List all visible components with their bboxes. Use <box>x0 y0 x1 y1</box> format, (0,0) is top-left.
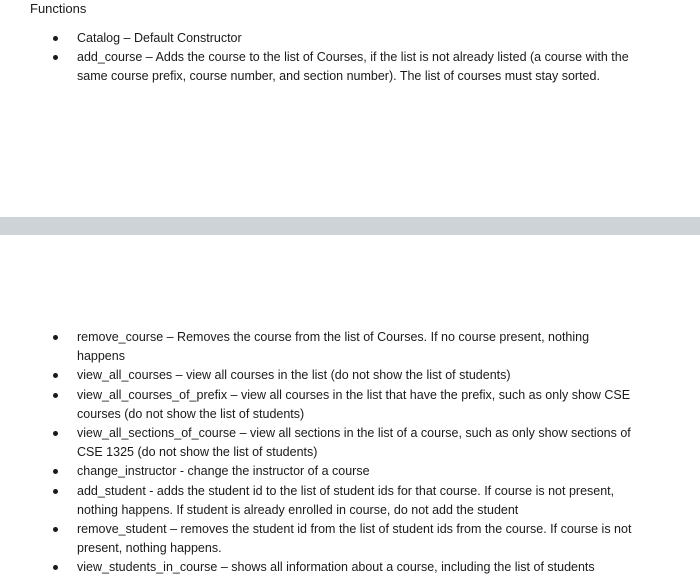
list-item <box>0 520 637 558</box>
list-item-text: add_course – Adds the course to the list of Courses, if the list is not already listed (a course with the same course prefix, course number, and section number). The list of courses must stay sorted. <box>77 50 629 84</box>
bullet-icon <box>53 335 58 340</box>
bullet-icon <box>53 55 58 60</box>
list-item <box>0 48 637 86</box>
list-item <box>0 558 637 577</box>
list-item <box>0 482 637 520</box>
list-item-text: view_students_in_course – shows all information about a course, including the list of students <box>77 560 595 575</box>
bullet-icon <box>53 431 58 436</box>
list-item <box>0 366 637 385</box>
bullet-icon <box>53 527 58 532</box>
list-item-text: view_all_courses_of_prefix – view all courses in the list that have the prefix, such as only show CSE courses (do not show the list of students) <box>77 387 631 421</box>
bullet-icon <box>53 469 58 474</box>
list-item <box>0 386 637 424</box>
functions-list-bottom <box>0 328 637 578</box>
list-item <box>0 328 637 366</box>
list-item <box>0 424 637 462</box>
bullet-icon <box>53 565 58 570</box>
list-item <box>0 462 637 481</box>
page-separator <box>0 217 700 235</box>
list-item-text: Catalog – Default Constructor <box>77 31 242 45</box>
bullet-icon <box>53 489 58 494</box>
list-item-text: view_all_sections_of_course – view all sections in the list of a course, such as only show sections of CSE 1325 (do not show the list of students) <box>77 426 631 460</box>
bullet-icon <box>53 36 58 41</box>
bullet-icon <box>53 373 58 378</box>
list-item-text: remove_student – removes the student id from the list of student ids from the course. If course is not present, nothing happens. <box>77 522 632 556</box>
bullet-icon <box>53 393 58 398</box>
functions-list-top <box>0 29 637 87</box>
list-item-text: change_instructor - change the instructor of a course <box>77 464 370 479</box>
list-item <box>0 29 637 48</box>
section-heading: Functions <box>30 1 87 16</box>
list-item-text: add_student - adds the student id to the list of student ids for that course. If course is not present, nothing happens. If student is already enrolled in course, do not add the student <box>77 483 615 517</box>
list-item-text: remove_course – Removes the course from the list of Courses. If no course present, nothing happens <box>77 330 590 364</box>
list-item-text: view_all_courses – view all courses in the list (do not show the list of students) <box>77 368 511 383</box>
